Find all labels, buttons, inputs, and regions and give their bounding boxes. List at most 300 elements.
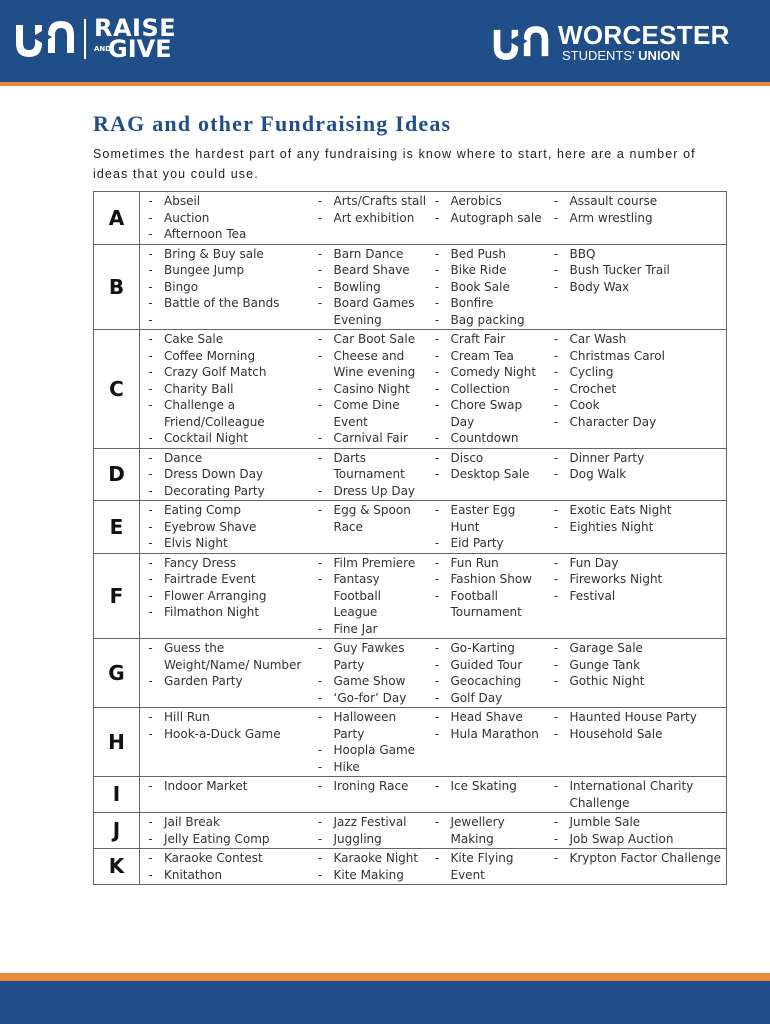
dash-bullet: -	[317, 831, 323, 846]
dash-bullet: -	[434, 710, 440, 724]
dash-bullet: -	[317, 431, 323, 445]
dash-bullet: -	[434, 779, 440, 793]
idea-column	[427, 553, 546, 639]
dash-bullet: -	[317, 503, 323, 517]
dash-bullet: -	[434, 450, 440, 465]
idea-label: Golf Day	[450, 690, 503, 705]
dash-bullet: -	[553, 555, 559, 570]
dash-bullet: -	[434, 815, 440, 829]
idea-column	[140, 849, 310, 885]
idea-label: Guy Fawkes Party	[333, 641, 405, 672]
idea-label: Abseil	[164, 194, 201, 208]
dash-bullet: -	[148, 398, 153, 412]
idea-column	[427, 448, 546, 501]
dash-bullet: -	[434, 246, 440, 261]
idea-column	[546, 708, 727, 777]
letter-row	[94, 777, 727, 813]
dash-bullet: -	[148, 381, 153, 396]
idea-list	[427, 709, 546, 742]
idea-label: Eid Party	[450, 536, 504, 550]
letter-row	[94, 553, 727, 639]
idea-label: Eighties Night	[569, 519, 654, 534]
idea-item	[427, 348, 546, 365]
idea-item	[140, 814, 310, 831]
idea-item	[310, 502, 427, 535]
idea-item	[546, 502, 727, 519]
idea-item	[546, 726, 727, 743]
dash-bullet: -	[148, 194, 153, 208]
idea-label: Exotic Eats Night	[569, 503, 672, 517]
dash-bullet: -	[553, 572, 559, 586]
idea-item	[546, 850, 727, 867]
letter-heading: C	[94, 330, 140, 449]
letter-row	[94, 330, 727, 449]
idea-item	[310, 778, 427, 795]
idea-item	[546, 210, 727, 227]
idea-item	[140, 193, 310, 210]
and-word: AND	[94, 45, 112, 53]
idea-list	[140, 555, 310, 621]
dash-bullet: -	[317, 572, 323, 586]
letter-heading: A	[94, 192, 140, 245]
idea-item	[310, 397, 427, 430]
idea-item	[546, 778, 727, 811]
idea-item	[427, 709, 546, 726]
idea-item	[140, 831, 310, 848]
idea-label: Collection	[450, 381, 510, 396]
idea-label: Character Day	[569, 414, 657, 429]
idea-item	[427, 640, 546, 657]
idea-item	[427, 210, 546, 227]
dash-bullet: -	[317, 759, 323, 774]
idea-item	[310, 331, 427, 348]
idea-label: Countdown	[450, 431, 519, 445]
dash-bullet: -	[148, 312, 153, 327]
letter-row	[94, 501, 727, 554]
worcester-students-union-logo	[490, 22, 730, 64]
dash-bullet: -	[148, 431, 153, 445]
dash-bullet: -	[553, 831, 559, 846]
dash-bullet: -	[434, 194, 440, 208]
idea-item	[140, 535, 310, 552]
idea-item	[310, 742, 427, 759]
idea-column	[140, 448, 310, 501]
idea-label: Cook	[569, 398, 600, 412]
idea-list	[310, 331, 427, 447]
idea-label: Fantasy Football League	[333, 572, 382, 619]
idea-item	[310, 279, 427, 296]
dash-bullet: -	[434, 381, 440, 396]
idea-label: Football Tournament	[450, 588, 522, 619]
idea-label: Charity Ball	[164, 381, 234, 396]
idea-item	[427, 450, 546, 467]
idea-item	[546, 831, 727, 848]
letter-row	[94, 849, 727, 885]
idea-item	[310, 295, 427, 328]
idea-label: Bag packing	[450, 312, 525, 327]
idea-item	[546, 279, 727, 296]
idea-label: Arm wrestling	[569, 210, 653, 225]
idea-label: Garden Party	[164, 674, 243, 688]
dash-bullet: -	[148, 483, 153, 498]
letter-heading: F	[94, 553, 140, 639]
idea-item	[546, 466, 727, 483]
idea-item	[427, 535, 546, 552]
idea-item	[546, 673, 727, 690]
dash-bullet: -	[148, 641, 153, 655]
dash-bullet: -	[317, 398, 323, 412]
idea-column	[310, 501, 427, 554]
dash-bullet: -	[434, 467, 440, 481]
idea-item	[310, 210, 427, 227]
dash-bullet: -	[148, 450, 153, 465]
idea-item	[140, 502, 310, 519]
dash-bullet: -	[148, 851, 153, 865]
idea-column	[427, 244, 546, 330]
idea-label: Head Shave	[450, 710, 523, 724]
idea-label: Ironing Race	[333, 779, 409, 793]
dash-bullet: -	[317, 674, 323, 688]
dash-bullet: -	[434, 572, 440, 586]
idea-list	[546, 450, 727, 483]
idea-label: Fireworks Night	[569, 572, 663, 586]
idea-item	[310, 450, 427, 483]
idea-item	[427, 502, 546, 535]
idea-label: Eating Comp	[164, 503, 242, 517]
idea-item	[546, 414, 727, 431]
idea-list	[427, 555, 546, 621]
dash-bullet: -	[434, 296, 440, 310]
idea-item	[140, 397, 310, 430]
idea-label: Geocaching	[450, 674, 522, 688]
idea-label: Flower Arranging	[164, 588, 267, 603]
raise-and-give-logo	[12, 14, 177, 63]
dash-bullet: -	[553, 450, 559, 465]
idea-column	[140, 708, 310, 777]
dash-bullet: -	[434, 332, 440, 346]
idea-item	[427, 331, 546, 348]
idea-label: Carnival Fair	[333, 431, 408, 445]
idea-column	[310, 330, 427, 449]
idea-list	[427, 331, 546, 447]
idea-item	[310, 831, 427, 848]
idea-label: Crazy Golf Match	[164, 365, 267, 379]
idea-label: Come Dine Event	[333, 398, 400, 429]
idea-label: Dance	[164, 450, 203, 465]
idea-item	[546, 364, 727, 381]
idea-label: Dinner Party	[569, 450, 645, 465]
dash-bullet: -	[434, 348, 440, 363]
dash-bullet: -	[148, 279, 153, 294]
idea-list	[140, 709, 310, 742]
rag-mark-icon	[12, 17, 78, 61]
idea-item	[427, 571, 546, 588]
idea-item	[546, 709, 727, 726]
idea-label: Disco	[450, 450, 484, 465]
idea-item	[427, 555, 546, 572]
idea-item	[427, 193, 546, 210]
dash-bullet: -	[148, 867, 153, 882]
idea-column	[546, 244, 727, 330]
ideas-table-body	[94, 192, 727, 885]
idea-list	[310, 502, 427, 535]
idea-label: Bungee Jump	[164, 263, 245, 277]
dash-bullet: -	[434, 851, 440, 865]
header-banner	[0, 0, 770, 86]
idea-label: Hook-a-Duck Game	[164, 726, 281, 741]
idea-column	[140, 553, 310, 639]
dash-bullet: -	[317, 851, 323, 865]
idea-item	[140, 348, 310, 365]
dash-bullet: -	[317, 779, 323, 793]
idea-item	[310, 430, 427, 447]
page-title: RAG and other Fundraising Ideas	[93, 111, 452, 136]
idea-label: Hill Run	[164, 710, 210, 724]
idea-label: Egg & Spoon Race	[333, 503, 411, 534]
idea-list	[140, 778, 310, 795]
idea-label: Job Swap Auction	[569, 831, 674, 846]
idea-column	[140, 777, 310, 813]
idea-item	[427, 690, 546, 707]
idea-column	[140, 639, 310, 708]
idea-item	[310, 246, 427, 263]
idea-item	[140, 226, 310, 243]
idea-label: Book Sale	[450, 279, 510, 294]
dash-bullet: -	[553, 279, 559, 294]
idea-item	[310, 621, 427, 638]
idea-label: Cake Sale	[164, 332, 224, 346]
idea-label: Haunted House Party	[569, 710, 697, 724]
idea-list	[427, 814, 546, 847]
dash-bullet: -	[434, 674, 440, 688]
idea-list	[427, 246, 546, 329]
idea-label: Car Wash	[569, 332, 627, 346]
dash-bullet: -	[434, 312, 440, 327]
idea-label: Kite Making	[333, 867, 404, 882]
idea-item	[427, 778, 546, 795]
dash-bullet: -	[553, 263, 559, 277]
dash-bullet: -	[148, 365, 153, 379]
idea-label: Bike Ride	[450, 263, 507, 277]
idea-item	[140, 604, 310, 621]
idea-label: Elvis Night	[164, 536, 228, 550]
letter-heading: G	[94, 639, 140, 708]
idea-label: Cycling	[569, 365, 614, 379]
idea-label: Guess the Weight/Name/ Number	[164, 641, 302, 672]
idea-item	[140, 262, 310, 279]
idea-column	[546, 813, 727, 849]
raise-word: RAISE	[94, 14, 177, 42]
dash-bullet: -	[434, 365, 440, 379]
idea-item	[310, 673, 427, 690]
idea-list	[140, 850, 310, 883]
letter-row	[94, 448, 727, 501]
idea-item	[546, 397, 727, 414]
idea-label: Battle of the Bands	[164, 296, 280, 310]
idea-item	[310, 483, 427, 500]
idea-item	[427, 262, 546, 279]
idea-item	[310, 759, 427, 776]
idea-item	[140, 555, 310, 572]
idea-item	[140, 483, 310, 500]
idea-item	[427, 657, 546, 674]
dash-bullet: -	[148, 831, 153, 846]
idea-label: Jazz Festival	[333, 815, 407, 829]
idea-label: BBQ	[569, 246, 596, 261]
idea-label: Ice Skating	[450, 779, 517, 793]
idea-label: International Charity Challenge	[569, 779, 694, 810]
idea-item	[310, 640, 427, 673]
idea-item	[546, 381, 727, 398]
dash-bullet: -	[317, 641, 323, 655]
dash-bullet: -	[148, 503, 153, 517]
idea-label	[161, 312, 310, 329]
idea-column	[427, 639, 546, 708]
idea-column	[310, 192, 427, 245]
idea-item	[310, 690, 427, 707]
idea-item	[140, 279, 310, 296]
idea-item	[140, 381, 310, 398]
idea-item	[140, 640, 310, 673]
dash-bullet: -	[317, 348, 323, 363]
idea-label: Kite Flying Event	[450, 851, 514, 882]
idea-label: Fashion Show	[450, 572, 532, 586]
idea-list	[427, 850, 546, 883]
idea-column	[427, 708, 546, 777]
letter-heading: H	[94, 708, 140, 777]
idea-item	[310, 193, 427, 210]
idea-list	[546, 640, 727, 690]
idea-column	[310, 244, 427, 330]
idea-column	[546, 639, 727, 708]
give-line	[94, 35, 176, 63]
footer-accent-stripe	[0, 973, 770, 981]
dash-bullet: -	[148, 726, 153, 741]
idea-item	[427, 430, 546, 447]
dash-bullet: -	[148, 246, 153, 261]
footer-banner	[0, 981, 770, 1024]
idea-item	[546, 262, 727, 279]
idea-label: Guided Tour	[450, 657, 523, 672]
idea-label: Jumble Sale	[569, 815, 641, 829]
idea-label: Autograph sale	[450, 210, 542, 225]
dash-bullet: -	[148, 519, 153, 534]
idea-list	[546, 709, 727, 742]
idea-column	[140, 244, 310, 330]
idea-item	[310, 814, 427, 831]
idea-label: Hoopla Game	[333, 743, 416, 757]
dash-bullet: -	[317, 867, 323, 882]
idea-list	[427, 640, 546, 706]
idea-label: Dress Up Day	[333, 483, 416, 498]
idea-label: Festival	[569, 588, 616, 603]
idea-column	[427, 330, 546, 449]
worcester-word: WORCESTER	[558, 20, 730, 50]
idea-label: Comedy Night	[450, 365, 537, 379]
idea-item	[427, 673, 546, 690]
idea-item	[546, 555, 727, 572]
idea-item	[140, 571, 310, 588]
idea-item	[546, 814, 727, 831]
dash-bullet: -	[317, 263, 323, 277]
idea-column	[546, 501, 727, 554]
dash-bullet: -	[553, 503, 559, 517]
dash-bullet: -	[148, 710, 153, 724]
idea-label: Karaoke Contest	[164, 851, 263, 865]
intro-text: Sometimes the hardest part of any fundraising is know where to start, here are a number of ideas that you could use.	[93, 147, 696, 181]
idea-list	[546, 814, 727, 847]
idea-label: Art exhibition	[333, 210, 415, 225]
idea-item	[310, 709, 427, 742]
idea-label: Body Wax	[569, 279, 630, 294]
idea-item	[427, 588, 546, 621]
dash-bullet: -	[148, 536, 153, 550]
idea-label: Bush Tucker Trail	[569, 263, 670, 277]
idea-label: Household Sale	[569, 726, 663, 741]
idea-label: Bonfire	[450, 296, 494, 310]
idea-label: Casino Night	[333, 381, 410, 396]
idea-list	[546, 193, 727, 226]
dash-bullet: -	[148, 467, 153, 481]
idea-item	[546, 450, 727, 467]
idea-label: Karaoke Night	[333, 851, 419, 865]
idea-column	[546, 777, 727, 813]
dash-bullet: -	[148, 332, 153, 346]
letter-row	[94, 708, 727, 777]
dash-bullet: -	[553, 398, 559, 412]
idea-column	[546, 192, 727, 245]
dash-bullet: -	[434, 657, 440, 672]
dash-bullet: -	[148, 227, 153, 241]
idea-item	[140, 673, 310, 690]
idea-item	[310, 348, 427, 381]
idea-item	[140, 519, 310, 536]
idea-list	[310, 778, 427, 795]
idea-item	[140, 778, 310, 795]
idea-column	[546, 330, 727, 449]
dash-bullet: -	[553, 726, 559, 741]
idea-label: Go-Karting	[450, 641, 515, 655]
idea-item	[140, 364, 310, 381]
dash-bullet: -	[434, 536, 440, 550]
idea-label: ‘Go-for’ Day	[333, 690, 407, 705]
idea-label: Jail Break	[164, 815, 220, 829]
idea-list	[310, 814, 427, 847]
idea-column	[546, 448, 727, 501]
dash-bullet: -	[553, 467, 559, 481]
logo-divider	[84, 19, 86, 59]
idea-list	[310, 555, 427, 638]
idea-label: Desktop Sale	[450, 467, 530, 481]
idea-item	[546, 348, 727, 365]
idea-label: Juggling	[333, 831, 382, 846]
dash-bullet: -	[317, 555, 323, 570]
idea-label: Auction	[164, 210, 210, 225]
letter-heading: B	[94, 244, 140, 330]
dash-bullet: -	[317, 246, 323, 261]
idea-item	[546, 331, 727, 348]
idea-label: Assault course	[569, 194, 658, 208]
idea-item	[140, 726, 310, 743]
dash-bullet: -	[553, 210, 559, 225]
dash-bullet: -	[434, 555, 440, 570]
idea-list	[546, 246, 727, 296]
dash-bullet: -	[317, 483, 323, 498]
idea-label: Fun Day	[569, 555, 619, 570]
letter-heading: D	[94, 448, 140, 501]
idea-label: Decorating Party	[164, 483, 265, 498]
idea-item	[140, 850, 310, 867]
